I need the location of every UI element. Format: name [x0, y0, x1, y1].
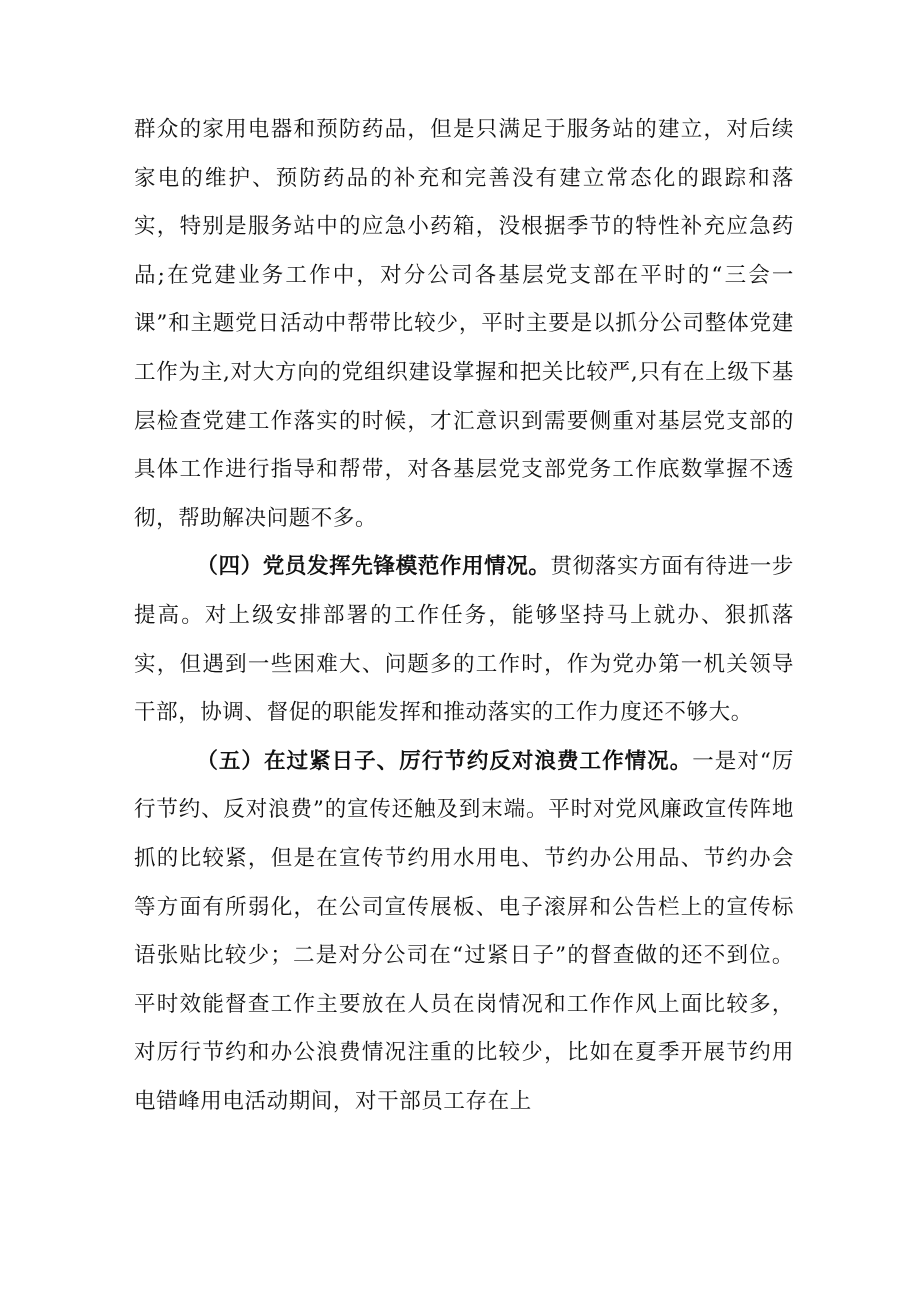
section-5-text: 一是对“厉行节约、反对浪费”的宣传还触及到末端。平时对党风廉政宣传阵地抓的比较紧，但是在宣传节约用水用电、节约办公用品、节约办会等方面有所弱化，在公司宣传展板、电子滚屏和公告栏上的宣传标语张贴比较少；二是对分公司在“过紧日子”的督查做的还不到位。平时效能督查工作主要放在人员在岗情况和工作作风上面比较多，对厉行节约和办公浪费情况注重的比较少，比如在夏季开展节约用电错峰用电活动期间，对干部员工存在上: [134, 748, 795, 1114]
section-4-heading: （四）党员发挥先锋模范作用情况。: [196, 554, 551, 580]
paragraph-text: 群众的家用电器和预防药品，但是只满足于服务站的建立，对后续家电的维护、预防药品的补充和完善没有建立常态化的跟踪和落实，特别是服务站中的应急小药箱，没根据季节的特性补充应急药品;在党建业务工作中，对分公司各基层党支部在平时的“三会一课”和主题党日活动中帮带比较少，平时主要是以抓分公司整体党建工作为主,对大方向的党组织建设掌握和把关比较严,只有在上级下基层检查党建工作落实的时候，才汇意识到需要侧重对基层党支部的具体工作进行指导和帮带，对各基层党支部党务工作底数掌握不透彻，帮助解决问题不多。: [134, 117, 794, 531]
document-body: [134, 106, 794, 1126]
section-5-heading: （五）在过紧日子、厉行节约反对浪费工作情况。: [196, 748, 693, 774]
paragraph-continuation: [134, 106, 794, 543]
paragraph-section-4: [134, 543, 794, 737]
paragraph-section-5: [134, 738, 794, 1127]
section-4-text: 贯彻落实方面有待进一步提高。对上级安排部署的工作任务，能够坚持马上就办、狠抓落实，但遇到一些困难大、问题多的工作时，作为党办第一机关领导干部，协调、督促的职能发挥和推动落实的工作力度还不够大。: [134, 554, 794, 726]
